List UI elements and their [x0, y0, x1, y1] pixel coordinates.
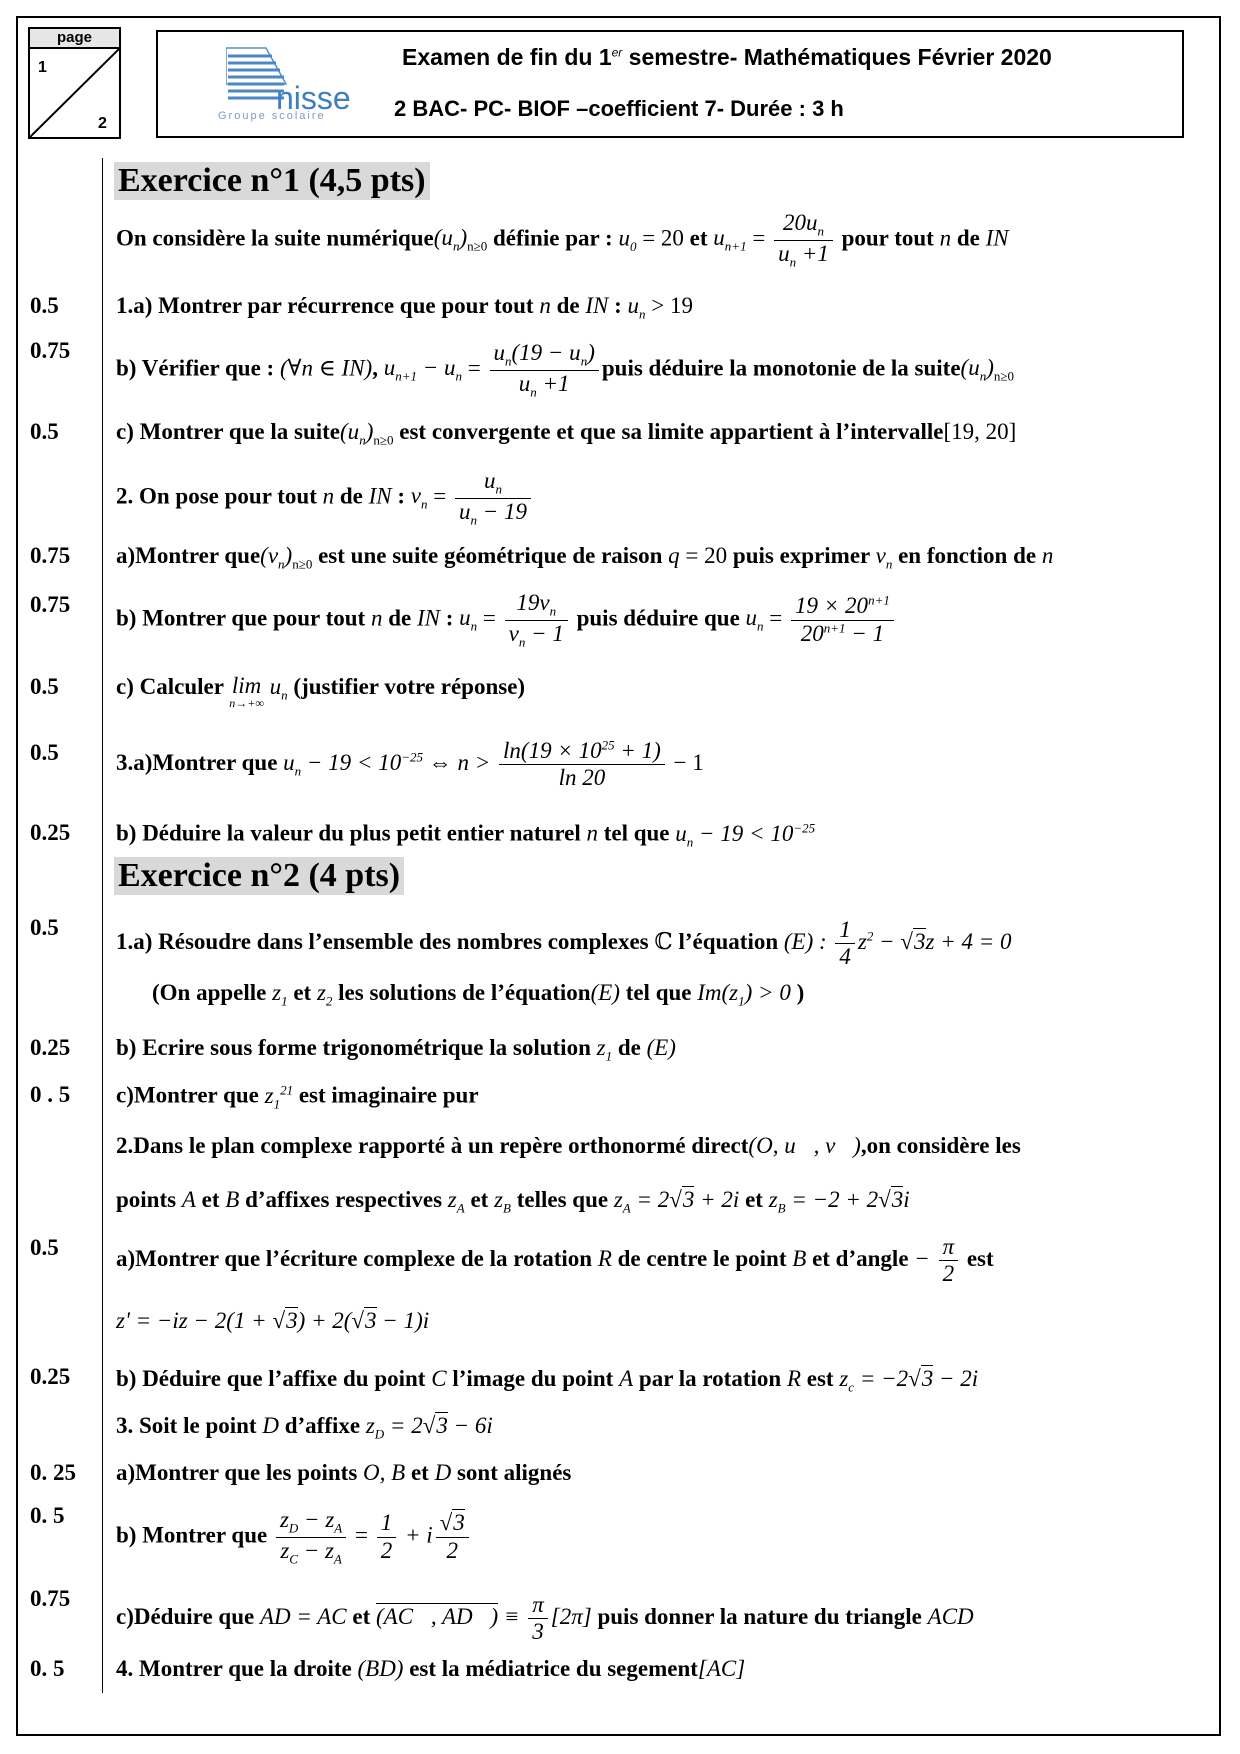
points-label: 0.75 — [30, 338, 71, 363]
ex1-q3b: b) Déduire la valeur du plus petit entier naturel n tel que $u_n - 19 < 10^{-25}$ — [116, 820, 816, 850]
points-label: 0. 5 — [30, 1503, 65, 1528]
points-label: 0.25 — [30, 820, 71, 845]
ex2-q1b: b) Ecrire sous forme trigonométrique la solution $z_1$ de (E) — [116, 1035, 676, 1064]
exam-subtitle: 2 BAC- PC- BIOF –coefficient 7- Durée : 3 h — [394, 96, 844, 121]
ex2-q2-points: points A et B d’affixes respectives $z_A$ et $z_B$ telles que $z_A = 2√3 + 2i$ et $z_B = -2 + 2√3i$ — [116, 1187, 910, 1216]
ex1-q2b: b) Montrer que pour tout n de IN : $u_n$ = $\frac{19v_n}{v_n - 1}$ puis déduire que $u_n$ = $\frac{19 \times 20^{n+1}}{20^{n+1} - 1}$ — [116, 590, 897, 650]
points-label: 0.75 — [30, 592, 71, 617]
exam-title: Examen de fin du 1er semestre- Mathématiques Février 2020 — [402, 44, 1052, 70]
points-label: 0.5 — [30, 674, 59, 699]
points-label: 0. 25 — [30, 1460, 76, 1485]
page-label: page — [30, 29, 119, 49]
ex2-q1c: c)Montrer que $z_1^{21}$ est imaginaire pur — [116, 1082, 479, 1112]
ex1-q3a: 3.a)Montrer que $u_n - 19 < 10^{-25}$ ⇔ n > $\frac{\ln(19 \times 10^{25} + 1)}{\ln 20}$ − 1 — [116, 737, 704, 791]
exam-header — [156, 30, 1184, 138]
ex2-q2: 2.Dans le plan complexe rapporté à un repère orthonormé direct(O, u⃗, v⃗),on considère les — [116, 1133, 1021, 1158]
points-label: 0. 5 — [30, 1656, 65, 1681]
points-label: 0 . 5 — [30, 1082, 71, 1107]
margin-rule — [102, 158, 103, 1693]
points-label: 0.5 — [30, 1235, 59, 1260]
ex2-q3b: b) Montrer que $\frac{z_D - z_A}{z_C - z_A}$ = $\frac{1}{2}$ + i $\frac{√3}{2}$ — [116, 1507, 472, 1567]
school-logo — [216, 44, 366, 124]
ex2-q3: 3. Soit le point D d’affixe $z_D = 2√3 - 6i$ — [116, 1413, 493, 1442]
page-current: 1 — [38, 59, 47, 76]
ex1-q1c: c) Montrer que la $suite(u_n)_{n\ge 0}$ est convergente et que sa limite appartient à l’intervalle[19, 20] — [116, 419, 1017, 448]
ex1-q2c: c) Calculer lim n→+∞ $u_n$ (justifier votre réponse) — [116, 673, 526, 710]
ex2-q2a: a)Montrer que l’écriture complexe de la rotation R de centre le point B et d’angle − $\frac{\pi}{2}$ est — [116, 1234, 994, 1287]
points-label: 0.5 — [30, 740, 59, 765]
points-label: 0.75 — [30, 1586, 71, 1611]
points-label: 0.25 — [30, 1364, 71, 1389]
ex2-q3a: a)Montrer que les points O, B et D sont alignés — [116, 1460, 572, 1485]
ex2-q4: 4. Montrer que la droite (BD) est la médiatrice du segement[AC] — [116, 1656, 746, 1681]
logo-text: nisse — [276, 80, 351, 116]
ex2-q2b: b) Déduire que l’affixe du point C l’image du point A par la rotation R est $z_c = -2√3 - 2i$ — [116, 1366, 979, 1395]
page-number-box — [28, 27, 121, 139]
points-label: 0.75 — [30, 543, 71, 568]
ex2-q3c: c)Déduire que AD = AC et (AC⃗, AD⃗) ≡ $\frac{\pi}{3}$ [2π] puis donner la nature du triangle ACD — [116, 1592, 974, 1645]
ex1-q2a: a)Montrer $que(v_n)_{n\ge 0}$ est une suite géométrique de raison q = 20 puis exprimer $v_n$ en fonction de n — [116, 543, 1054, 572]
ex1-intro: On considère la suite $numérique(u_n)_{n\ge 0}$ définie par : $u_0 = 20$ et $u_{n+1}$ = $\frac{20u_n}{u_n +1}$ pour tout n de IN — [116, 210, 1009, 270]
page-total: 2 — [98, 115, 107, 132]
ex1-q1b: b) Vérifier que : (∀n ∈ IN), $u_{n+1} - u_n$ = $\frac{u_n(19 - u_n)}{u_n +1}$ puis déduire la monotonie de la $suite(u_n)_{n\ge 0}$ — [116, 340, 1015, 400]
logo-subtext: Groupe scolaire — [218, 110, 326, 122]
points-label: 0.25 — [30, 1035, 71, 1060]
ex1-q2: 2. On pose pour tout n de IN : $v_n$ = $\frac{u_n}{u_n - 19}$ — [116, 468, 534, 528]
ex2-q1a: 1.a) Résoudre dans l’ensemble des nombres complexes ℂ l’équation (E) : $\frac{1}{4}$ $z^2 - √3z + 4 = 0$ — [116, 917, 1012, 970]
ex2-q1a-note: (On appelle $z_1$ et $z_2$ les solutions de l’équation(E) tel que $Im(z_1) > 0$ ) — [152, 980, 805, 1009]
points-label: 0.5 — [30, 293, 59, 318]
exercise-1-title: Exercice n°1 (4,5 pts) — [114, 162, 430, 200]
ex1-q1a: 1.a) Montrer par récurrence que pour tout n de IN : $u_n > 19$ — [116, 293, 693, 322]
points-label: 0.5 — [30, 419, 59, 444]
exercise-2-title: Exercice n°2 (4 pts) — [114, 857, 404, 895]
points-label: 0.5 — [30, 915, 59, 940]
ex2-q2a-formula: z' = −iz − 2(1 + √3) + 2(√3 − 1)i — [116, 1308, 430, 1333]
